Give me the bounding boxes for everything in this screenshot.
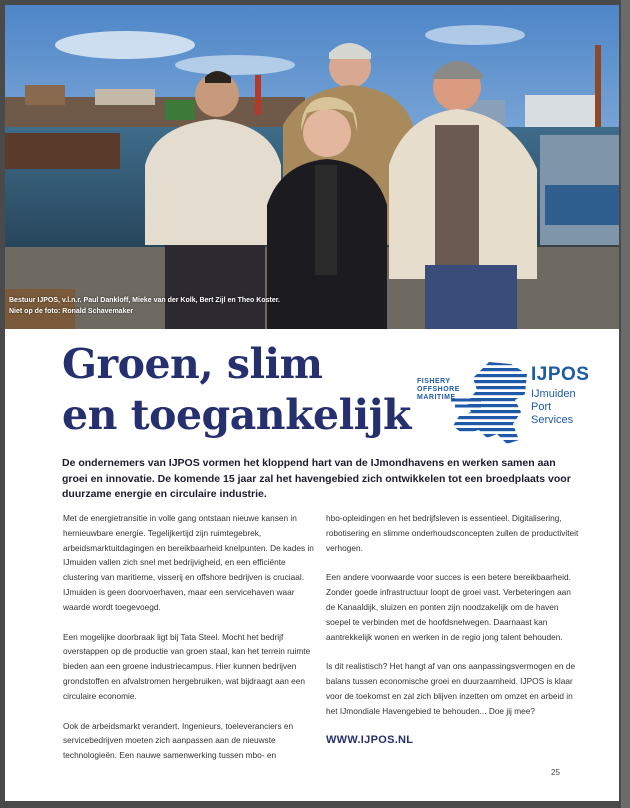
board-photo: [5, 5, 619, 329]
paragraph: Ook de arbeidsmarkt verandert. Ingenieurs, toeleveranciers en servicebedrijven moeten zich aanpassen aan de nieuwste technologieën. Een nauwe samenwerking tussen mbo- en: [63, 720, 294, 761]
harbour-photo-illustration: [5, 5, 619, 329]
logo-tagline-offshore: OFFSHORE: [417, 386, 460, 393]
photo-caption-credit: Niet op de foto: Ronald Schavemaker: [9, 308, 134, 315]
paragraph: hbo-opleidingen en het bedrijfsleven is essentieel. Digitalisering, robotisering en slimme onderhoudsconcepten zullen de productiviteit verhogen.: [326, 513, 579, 553]
logo-tagline-maritime: MARITIME: [417, 394, 456, 401]
paragraph: Met de energietransitie in volle gang ontstaan nieuwe kansen in hernieuwbare energie. Tegelijkertijd zijn ruimtegebrek, arbeidsmarktuitdagingen en bereikbaarheid knelpunten. De kades in IJmuiden vallen zich snel met bedrijvigheid, en een efficiënte clustering van maritieme, visserij en offshore bedrijven is cruciaal. IJmuiden is geen doorvoerhaven, maar een servicehaven waar waarde wordt toegevoegd.: [63, 513, 314, 612]
logo-tagline-fishery: FISHERY: [417, 378, 451, 385]
page-number: 25: [551, 768, 560, 777]
logo-subtitle-line-2: Port: [531, 401, 552, 413]
photo-caption-names: Bestuur IJPOS, v.l.n.r. Paul Dankloff, Mieke van der Kolk, Bert Zijl en Theo Koster.: [9, 297, 280, 304]
viewer-scrollbar[interactable]: [621, 0, 630, 808]
paragraph: Een andere voorwaarde voor succes is een betere bereikbaarheid. Zonder goede infrastructuur loopt de groei vast. Verbeteringen aan de Kanaaldijk, sluizen en ponten zijn noodzakelijk om de haven soepel te verbinden met de hoofdsnelwegen. Daarnaast kan aantrekkelijk wonen en werken in de regio jong talent behouden.: [326, 572, 571, 642]
article-column-right: [326, 511, 581, 746]
netherlands-map-icon: [449, 360, 531, 446]
magazine-page: [5, 5, 619, 801]
ijpos-logo: [417, 360, 590, 450]
logo-subtitle-line-3: Services: [531, 414, 574, 426]
logo-tagline: [417, 378, 460, 402]
logo-brand-name: IJPOS: [531, 364, 590, 385]
website-link[interactable]: WWW.IJPOS.NL: [326, 733, 414, 746]
paragraph: Is dit realistisch? Het hangt af van ons aanpassingsvermogen en de balans tussen economische groei en duurzaamheid. IJPOS is klaar voor de toekomst en zal zich blijven inzetten om omzet en arbeid in het IJmondiale Havengebied te behouden... Doe jij mee?: [326, 661, 576, 716]
article-column-left: [63, 511, 318, 778]
photo-caption: [9, 295, 280, 317]
article-title-line-1: Groen, slim: [62, 340, 323, 388]
article-title-line-2: en toegankelijk: [62, 391, 411, 439]
logo-subtitle: [531, 388, 576, 427]
paragraph: Een mogelijke doorbraak ligt bij Tata Steel. Mocht het bedrijf overstappen op de productie van groen staal, kan het terrein ruimte bieden aan een groene industriecampus. Hier kunnen bedrijven grondstoffen en afvalstromen hergebruiken, wat bijdraagt aan een circulaire economie.: [63, 631, 311, 701]
article-title: [62, 339, 411, 441]
logo-subtitle-line-1: IJmuiden: [531, 388, 576, 400]
article-lead: De ondernemers van IJPOS vormen het kloppend hart van de IJmondhavens en werken samen aan groei en innovatie. De komende 15 jaar zal het havengebied zich ontwikkelen tot een broedplaats voor duurzame energie en circulaire industrie.: [62, 457, 571, 500]
